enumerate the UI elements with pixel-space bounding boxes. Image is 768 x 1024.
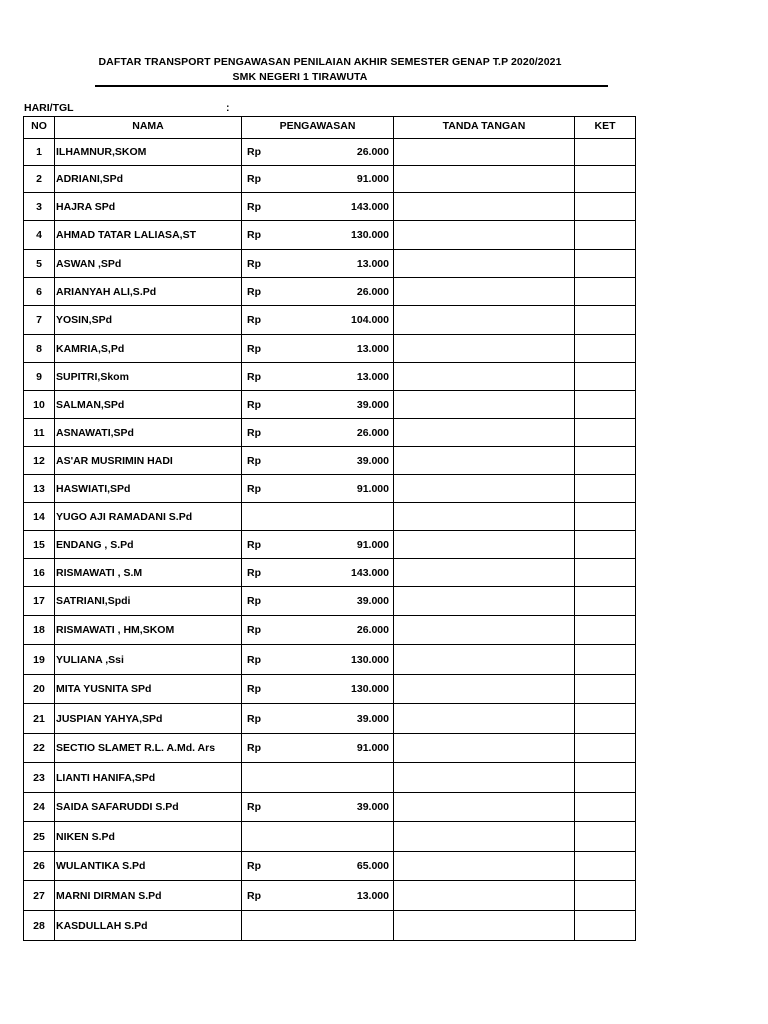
row-pengawasan (242, 763, 394, 793)
amount-value: 130.000 (351, 683, 389, 695)
amount-value: 91.000 (356, 742, 389, 754)
row-tanda-tangan (394, 447, 575, 475)
amount-value: 91.000 (356, 538, 389, 551)
row-ket (575, 911, 636, 941)
row-nama: SALMAN,SPd (55, 391, 242, 419)
table-row (24, 616, 636, 645)
amount-value: 39.000 (356, 595, 389, 607)
table-row (24, 822, 636, 852)
row-nama: ENDANG , S.Pd (55, 531, 242, 559)
row-pengawasan (242, 475, 394, 503)
currency-label: Rp (247, 595, 261, 607)
currency-label: Rp (247, 889, 261, 902)
currency-label: Rp (247, 173, 261, 185)
col-header-no: NO (24, 117, 55, 139)
row-nama: JUSPIAN YAHYA,SPd (55, 704, 242, 734)
currency-label: Rp (247, 200, 261, 213)
row-tanda-tangan (394, 503, 575, 531)
currency-label: Rp (247, 801, 261, 813)
row-pengawasan (242, 911, 394, 941)
row-ket (575, 645, 636, 675)
table-row (24, 793, 636, 822)
row-tanda-tangan (394, 911, 575, 941)
col-header-ket: KET (575, 117, 636, 139)
row-pengawasan (242, 852, 394, 881)
row-pengawasan (242, 531, 394, 559)
row-nama: WULANTIKA S.Pd (55, 852, 242, 881)
row-tanda-tangan (394, 822, 575, 852)
row-tanda-tangan (394, 391, 575, 419)
row-ket (575, 335, 636, 363)
row-tanda-tangan (394, 306, 575, 335)
row-pengawasan (242, 278, 394, 306)
row-ket (575, 166, 636, 193)
currency-label: Rp (247, 653, 261, 666)
transport-table (23, 116, 636, 941)
row-nama: ASNAWATI,SPd (55, 419, 242, 447)
row-number: 7 (24, 306, 55, 335)
row-number: 20 (24, 675, 55, 704)
row-nama: AS'AR MUSRIMIN HADI (55, 447, 242, 475)
currency-label: Rp (247, 426, 261, 439)
row-ket (575, 278, 636, 306)
row-tanda-tangan (394, 166, 575, 193)
row-ket (575, 852, 636, 881)
row-nama: SAIDA SAFARUDDI S.Pd (55, 793, 242, 822)
row-number: 13 (24, 475, 55, 503)
col-header-tanda-tangan: TANDA TANGAN (394, 117, 575, 139)
row-pengawasan (242, 616, 394, 645)
row-nama: YUGO AJI RAMADANI S.Pd (55, 503, 242, 531)
row-ket (575, 391, 636, 419)
row-pengawasan (242, 363, 394, 391)
row-number: 22 (24, 734, 55, 763)
row-nama: ASWAN ,SPd (55, 250, 242, 278)
row-nama: KAMRIA,S,Pd (55, 335, 242, 363)
table-row (24, 335, 636, 363)
row-ket (575, 531, 636, 559)
table-row (24, 911, 636, 941)
row-number: 25 (24, 822, 55, 852)
amount-value: 39.000 (356, 454, 389, 467)
row-tanda-tangan (394, 881, 575, 911)
row-ket (575, 734, 636, 763)
amount-value: 39.000 (356, 801, 389, 813)
row-tanda-tangan (394, 335, 575, 363)
amount-value: 143.000 (351, 200, 389, 213)
row-tanda-tangan (394, 645, 575, 675)
row-pengawasan (242, 645, 394, 675)
row-tanda-tangan (394, 587, 575, 616)
amount-value: 13.000 (356, 257, 389, 270)
currency-label: Rp (247, 454, 261, 467)
row-pengawasan (242, 419, 394, 447)
row-tanda-tangan (394, 559, 575, 587)
currency-label: Rp (247, 398, 261, 411)
row-tanda-tangan (394, 139, 575, 166)
currency-label: Rp (247, 285, 261, 298)
amount-value: 104.000 (351, 314, 389, 326)
row-number: 21 (24, 704, 55, 734)
row-ket (575, 763, 636, 793)
table-row (24, 363, 636, 391)
row-number: 9 (24, 363, 55, 391)
row-ket (575, 616, 636, 645)
row-number: 27 (24, 881, 55, 911)
table-row (24, 881, 636, 911)
table-row (24, 645, 636, 675)
row-number: 18 (24, 616, 55, 645)
row-pengawasan (242, 391, 394, 419)
row-ket (575, 675, 636, 704)
row-pengawasan (242, 881, 394, 911)
table-row (24, 447, 636, 475)
table-row (24, 139, 636, 166)
row-nama: MARNI DIRMAN S.Pd (55, 881, 242, 911)
currency-label: Rp (247, 712, 261, 725)
row-number: 12 (24, 447, 55, 475)
row-pengawasan (242, 704, 394, 734)
row-pengawasan (242, 221, 394, 250)
row-number: 14 (24, 503, 55, 531)
table-header-row (24, 117, 636, 139)
row-tanda-tangan (394, 531, 575, 559)
row-pengawasan (242, 559, 394, 587)
table-row (24, 675, 636, 704)
table-row (24, 193, 636, 221)
amount-value: 39.000 (356, 398, 389, 411)
row-pengawasan (242, 793, 394, 822)
row-ket (575, 221, 636, 250)
row-nama: SECTIO SLAMET R.L. A.Md. Ars (55, 734, 242, 763)
row-number: 17 (24, 587, 55, 616)
row-tanda-tangan (394, 793, 575, 822)
row-ket (575, 587, 636, 616)
row-nama: RISMAWATI , S.M (55, 559, 242, 587)
amount-value: 130.000 (351, 229, 389, 241)
row-nama: SUPITRI,Skom (55, 363, 242, 391)
row-number: 23 (24, 763, 55, 793)
row-pengawasan (242, 503, 394, 531)
amount-value: 91.000 (356, 482, 389, 495)
amount-value: 13.000 (356, 370, 389, 383)
row-ket (575, 447, 636, 475)
row-ket (575, 559, 636, 587)
row-number: 8 (24, 335, 55, 363)
row-number: 19 (24, 645, 55, 675)
row-ket (575, 419, 636, 447)
row-ket (575, 306, 636, 335)
amount-value: 39.000 (356, 712, 389, 725)
table-row (24, 559, 636, 587)
row-nama: SATRIANI,Spdi (55, 587, 242, 616)
currency-label: Rp (247, 370, 261, 383)
row-ket (575, 363, 636, 391)
currency-label: Rp (247, 624, 261, 636)
amount-value: 13.000 (356, 342, 389, 355)
row-tanda-tangan (394, 763, 575, 793)
currency-label: Rp (247, 538, 261, 551)
row-number: 4 (24, 221, 55, 250)
table-row (24, 704, 636, 734)
row-number: 2 (24, 166, 55, 193)
row-ket (575, 822, 636, 852)
amount-value: 26.000 (356, 624, 389, 636)
row-nama: YULIANA ,Ssi (55, 645, 242, 675)
row-ket (575, 704, 636, 734)
row-ket (575, 881, 636, 911)
row-tanda-tangan (394, 616, 575, 645)
title-underline (95, 85, 608, 87)
row-tanda-tangan (394, 704, 575, 734)
row-pengawasan (242, 139, 394, 166)
row-pengawasan (242, 447, 394, 475)
row-number: 15 (24, 531, 55, 559)
row-nama: MITA YUSNITA SPd (55, 675, 242, 704)
table-row (24, 250, 636, 278)
row-nama: ILHAMNUR,SKOM (55, 139, 242, 166)
row-tanda-tangan (394, 419, 575, 447)
document-title: DAFTAR TRANSPORT PENGAWASAN PENILAIAN AKHIR SEMESTER GENAP T.P 2020/2021 (98, 56, 562, 68)
row-nama: YOSIN,SPd (55, 306, 242, 335)
row-ket (575, 250, 636, 278)
row-number: 10 (24, 391, 55, 419)
row-nama: AHMAD TATAR LALIASA,ST (55, 221, 242, 250)
row-nama: RISMAWATI , HM,SKOM (55, 616, 242, 645)
table-row (24, 391, 636, 419)
table-row (24, 221, 636, 250)
currency-label: Rp (247, 566, 261, 579)
table-row (24, 475, 636, 503)
amount-value: 91.000 (356, 173, 389, 185)
col-header-nama: NAMA (55, 117, 242, 139)
row-tanda-tangan (394, 193, 575, 221)
amount-value: 13.000 (356, 889, 389, 902)
row-pengawasan (242, 822, 394, 852)
currency-label: Rp (247, 229, 261, 241)
row-pengawasan (242, 734, 394, 763)
row-pengawasan (242, 250, 394, 278)
row-tanda-tangan (394, 852, 575, 881)
amount-value: 143.000 (351, 566, 389, 579)
row-nama: ARIANYAH ALI,S.Pd (55, 278, 242, 306)
row-pengawasan (242, 675, 394, 704)
table-row (24, 531, 636, 559)
row-nama: HASWIATI,SPd (55, 475, 242, 503)
row-ket (575, 503, 636, 531)
row-tanda-tangan (394, 734, 575, 763)
row-pengawasan (242, 335, 394, 363)
row-nama: HAJRA SPd (55, 193, 242, 221)
table-body (24, 139, 636, 941)
table-row (24, 278, 636, 306)
row-number: 24 (24, 793, 55, 822)
row-tanda-tangan (394, 278, 575, 306)
row-number: 26 (24, 852, 55, 881)
row-pengawasan (242, 587, 394, 616)
row-nama: NIKEN S.Pd (55, 822, 242, 852)
row-nama: KASDULLAH S.Pd (55, 911, 242, 941)
hari-tgl-label: HARI/TGL (24, 102, 74, 114)
table-row (24, 166, 636, 193)
amount-value: 26.000 (356, 285, 389, 298)
row-pengawasan (242, 193, 394, 221)
row-number: 28 (24, 911, 55, 941)
row-number: 11 (24, 419, 55, 447)
row-nama: LIANTI HANIFA,SPd (55, 763, 242, 793)
currency-label: Rp (247, 314, 261, 326)
school-name: SMK NEGERI 1 TIRAWUTA (232, 71, 368, 83)
row-number: 16 (24, 559, 55, 587)
row-tanda-tangan (394, 475, 575, 503)
row-number: 6 (24, 278, 55, 306)
row-tanda-tangan (394, 675, 575, 704)
amount-value: 65.000 (356, 860, 389, 872)
row-pengawasan (242, 306, 394, 335)
amount-value: 130.000 (351, 653, 389, 666)
table-row (24, 306, 636, 335)
amount-value: 26.000 (356, 146, 389, 158)
row-number: 3 (24, 193, 55, 221)
currency-label: Rp (247, 683, 261, 695)
table-row (24, 852, 636, 881)
row-ket (575, 475, 636, 503)
row-nama: ADRIANI,SPd (55, 166, 242, 193)
row-tanda-tangan (394, 250, 575, 278)
table-row (24, 734, 636, 763)
currency-label: Rp (247, 146, 261, 158)
currency-label: Rp (247, 742, 261, 754)
row-number: 5 (24, 250, 55, 278)
currency-label: Rp (247, 860, 261, 872)
currency-label: Rp (247, 342, 261, 355)
currency-label: Rp (247, 482, 261, 495)
amount-value: 26.000 (356, 426, 389, 439)
col-header-pengawasan: PENGAWASAN (242, 117, 394, 139)
row-ket (575, 793, 636, 822)
row-tanda-tangan (394, 363, 575, 391)
currency-label: Rp (247, 257, 261, 270)
row-tanda-tangan (394, 221, 575, 250)
table-row (24, 419, 636, 447)
row-ket (575, 193, 636, 221)
row-pengawasan (242, 166, 394, 193)
table-row (24, 587, 636, 616)
row-ket (575, 139, 636, 166)
row-number: 1 (24, 139, 55, 166)
table-row (24, 763, 636, 793)
table-row (24, 503, 636, 531)
hari-tgl-colon: : (226, 102, 230, 114)
